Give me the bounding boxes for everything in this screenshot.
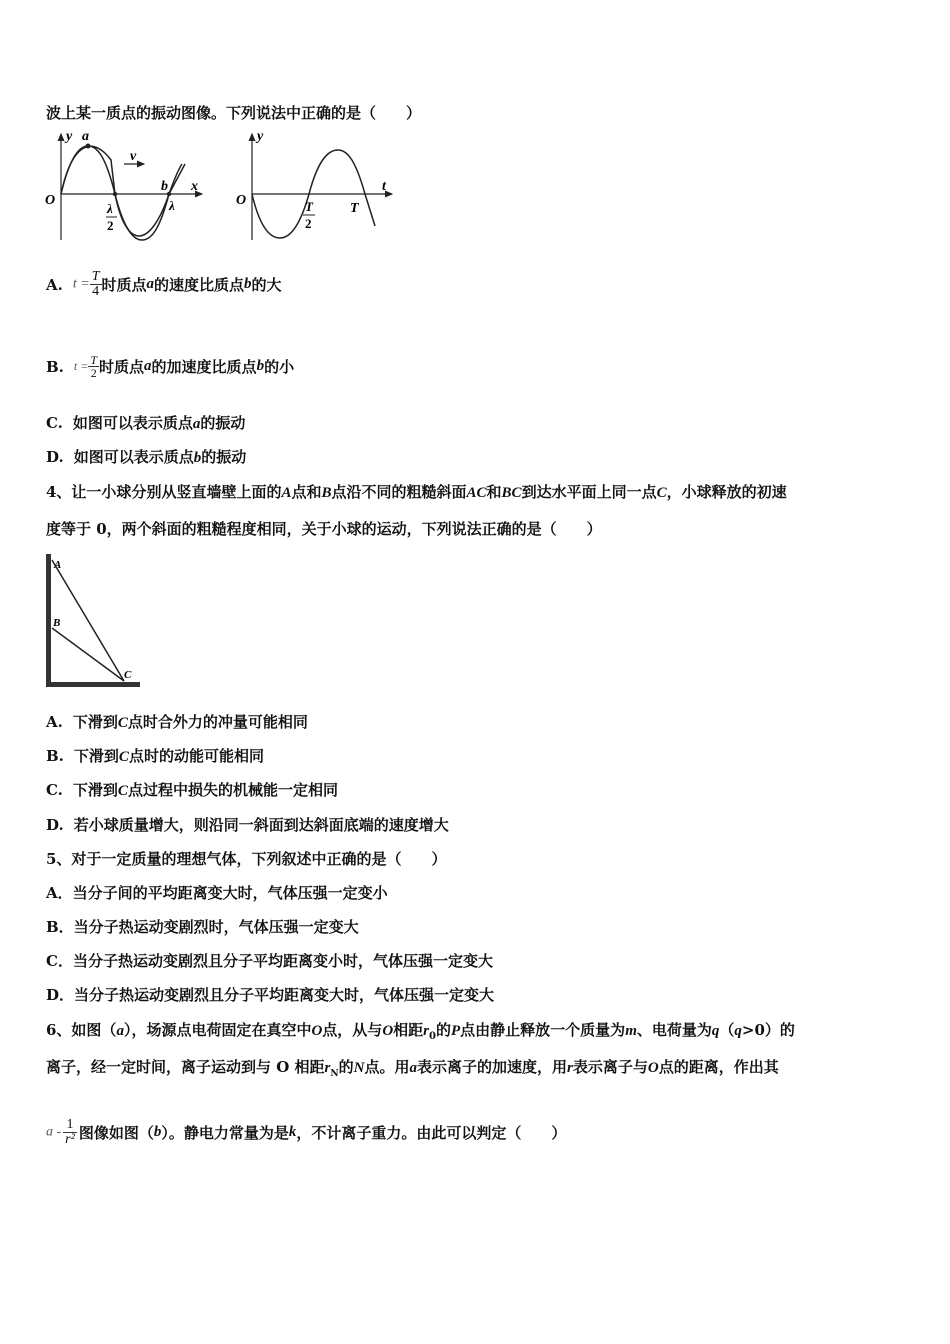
q3-option-a-math-lhs: t = (72, 276, 90, 292)
q4-option-b: B. 下滑到C点时的动能可能相同 (46, 747, 264, 765)
vib-label-y: y (257, 129, 264, 144)
q6-stem-line3: a - $\frac{1}{\text{r²}}$ 图像如图（b）。静电力常量为是k，不计离子重力。由此可以判定（ ） (46, 1117, 567, 1147)
q6-fraction: $\frac{1}{\text{r²}}$ (65, 1117, 75, 1147)
wave-label-origin: O (45, 193, 56, 208)
q5-option-b: B．当分子热运动变剧烈时，气体压强一定变大 (46, 918, 359, 936)
q5-option-d: D．当分子热运动变剧烈且分子平均距离变大时，气体压强一定变大 (46, 986, 495, 1004)
wave-label-lambda-half-den: 2 (107, 218, 114, 233)
q4-incline-bc (52, 628, 124, 681)
q4-wall (46, 554, 51, 687)
wave-graph (40, 128, 210, 248)
q6-math-lhs: a - (46, 1124, 62, 1140)
q4-label-b: B (53, 617, 61, 629)
q3-option-c: C. 如图可以表示质点a的振动 (46, 414, 246, 432)
wave-label-b: b (161, 179, 168, 194)
q4-label-a: A (54, 559, 62, 571)
wave-label-a: a (82, 129, 89, 144)
wave-label-lambda-half-num: λ (107, 201, 113, 216)
vib-label-origin: O (236, 193, 247, 208)
q3-option-b-math-lhs: t = (73, 359, 89, 373)
q3-option-b: B. t = $\frac{T}{2}$ 时质点a的加速度比质点b的小 (46, 353, 295, 380)
vibration-graph (230, 128, 400, 248)
q4-label-c: C (124, 669, 132, 681)
q4-incline-ac (52, 560, 124, 681)
wave-label-lambda: λ (169, 198, 175, 213)
wave-label-v: v (130, 149, 137, 164)
wave-label-x: x (191, 179, 198, 194)
q3-option-a-fraction: $\frac{T}{4}$ (91, 269, 100, 299)
vib-label-period: T (350, 201, 359, 216)
vib-label-t: t (382, 179, 386, 194)
q3-option-a: A. t = $\frac{T}{4}$ 时质点a的速度比质点b的大 (46, 269, 282, 299)
q4-option-a: A. 下滑到C点时合外力的冲量可能相同 (46, 713, 308, 731)
q4-option-d: D. 若小球质量增大，则沿同一斜面到达斜面底端的速度增大 (46, 816, 449, 834)
q3-option-a-label: A. (46, 275, 63, 294)
vib-label-t-half-den: 2 (305, 216, 312, 231)
q3-option-d: D. 如图可以表示质点b的振动 (46, 448, 247, 466)
q4-stem-line2: 度等于 0，两个斜面的粗糙程度相同，关于小球的运动，下列说法正确的是（ ） (46, 520, 602, 538)
vib-label-t-half-num: T (305, 199, 313, 214)
wave-label-y: y (66, 129, 73, 144)
q6-stem-line2: 离子，经一定时间，离子运动到与 O 相距$r_N$的N点。用a表示离子的加速度，用r表示离子与O点的距离，作出其 (46, 1058, 779, 1079)
q4-floor (46, 682, 140, 687)
q5-stem: 5、对于一定质量的理想气体，下列叙述中正确的是（ ） (46, 850, 447, 868)
q5-option-a: A．当分子间的平均距离变大时，气体压强一定变小 (46, 884, 388, 902)
q4-incline-figure (44, 552, 144, 690)
q5-option-c: C．当分子热运动变剧烈且分子平均距离变小时，气体压强一定变大 (46, 952, 493, 970)
q4-stem-line1: 4、让一小球分别从竖直墙壁上面的A点和B点沿不同的粗糙斜面AC和BC到达水平面上同一点C，小球释放的初速 (46, 483, 787, 501)
intro-line: 波上某一质点的振动图像。下列说法中正确的是（ ） (46, 104, 422, 122)
q6-stem-line1: 6、如图（a），场源点电荷固定在真空中O点，从与O相距$r_0$的P点由静止释放一个质量为m、电荷量为q（q>0）的 (46, 1021, 795, 1042)
q3-option-b-label: B. (46, 357, 64, 376)
q3-option-b-fraction: $\frac{T}{2}$ (90, 353, 98, 380)
q4-option-c: C. 下滑到C点过程中损失的机械能一定相同 (46, 781, 338, 799)
